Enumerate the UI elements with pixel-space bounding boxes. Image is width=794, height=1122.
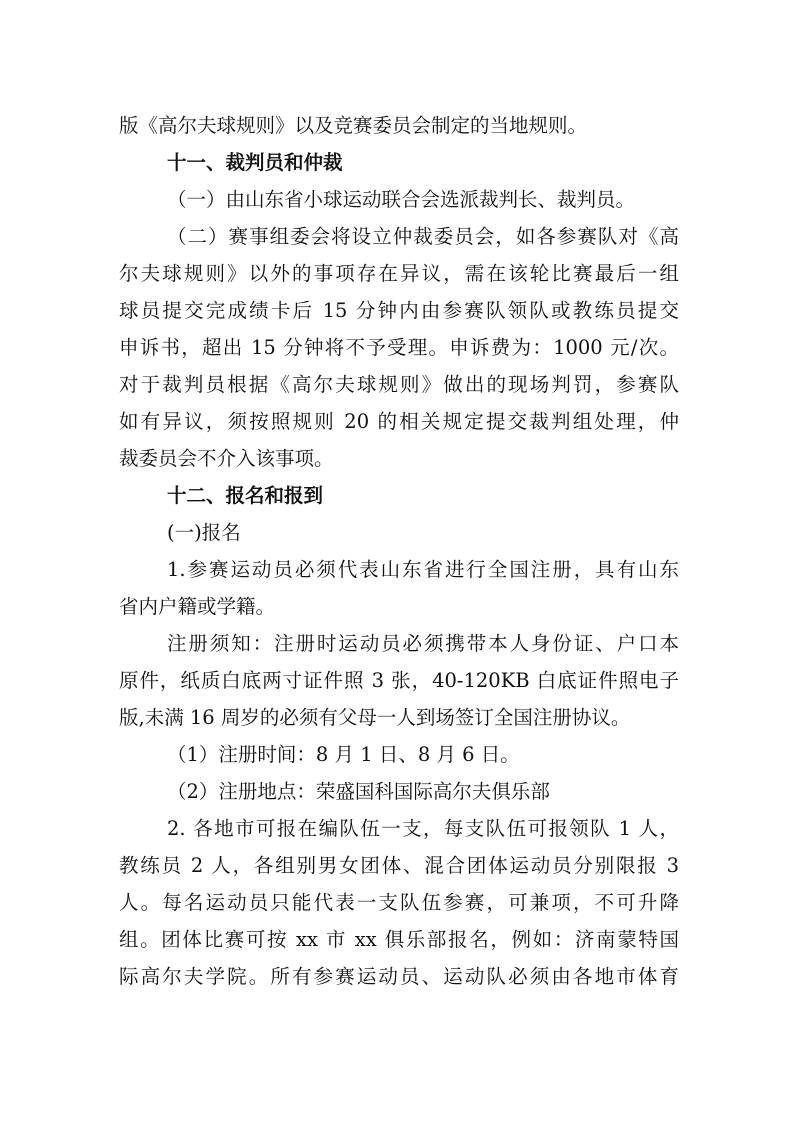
text-line: （一）由山东省小球运动联合会选派裁判长、裁判员。 [167, 188, 636, 211]
text-line: 1.参赛运动员必须代表山东省进行全国注册，具有山东 [167, 558, 679, 581]
text-line: （二）赛事组委会将设立仲裁委员会，如各参赛队对《高 [167, 225, 679, 248]
text-line: 版,未满 16 周岁的必须有父母一人到场签订全国注册协议。 [119, 706, 631, 729]
subsection-heading: (一)报名 [167, 521, 241, 544]
text-line: 教练员 2 人，各组别男女团体、混合团体运动员分别限报 3 [119, 854, 679, 877]
text-line: 人。每名运动员只能代表一支队伍参赛，可兼项，不可升降 [119, 891, 679, 914]
text-line: 省内户籍或学籍。 [119, 595, 276, 618]
text-line: 际高尔夫学院。所有参赛运动员、运动队必须由各地市体育 [119, 965, 679, 988]
text-line: 如有异议，须按照规则 20 的相关规定提交裁判组处理，仲 [119, 410, 679, 433]
text-line: 组。团体比赛可按 xx 市 xx 俱乐部报名，例如：济南蒙特国 [119, 928, 679, 951]
text-line: 注册须知：注册时运动员必须携带本人身份证、户口本 [167, 632, 679, 655]
text-line: 版《高尔夫球规则》以及竞赛委员会制定的当地规则。 [119, 114, 588, 137]
text-line: 原件，纸质白底两寸证件照 3 张，40-120KB 白底证件照电子 [119, 669, 679, 692]
text-line: （2）注册地点：荣盛国科国际高尔夫俱乐部 [167, 780, 550, 803]
text-line: 申诉书，超出 15 分钟将不予受理。申诉费为：1000 元/次。 [119, 336, 679, 359]
text-line: 2. 各地市可报在编队伍一支，每支队伍可报领队 1 人， [167, 817, 679, 840]
text-line: 裁委员会不介入该事项。 [119, 447, 334, 470]
text-line: 对于裁判员根据《高尔夫球规则》做出的现场判罚，参赛队 [119, 373, 679, 396]
text-line: 球员提交完成绩卡后 15 分钟内由参赛队领队或教练员提交 [119, 299, 679, 322]
section-heading: 十一、裁判员和仲裁 [167, 151, 343, 174]
text-line: 尔夫球规则》以外的事项存在异议，需在该轮比赛最后一组 [119, 262, 679, 285]
section-heading: 十二、报名和报到 [167, 484, 324, 507]
text-line: （1）注册时间：8 月 1 日、8 月 6 日。 [167, 743, 520, 766]
